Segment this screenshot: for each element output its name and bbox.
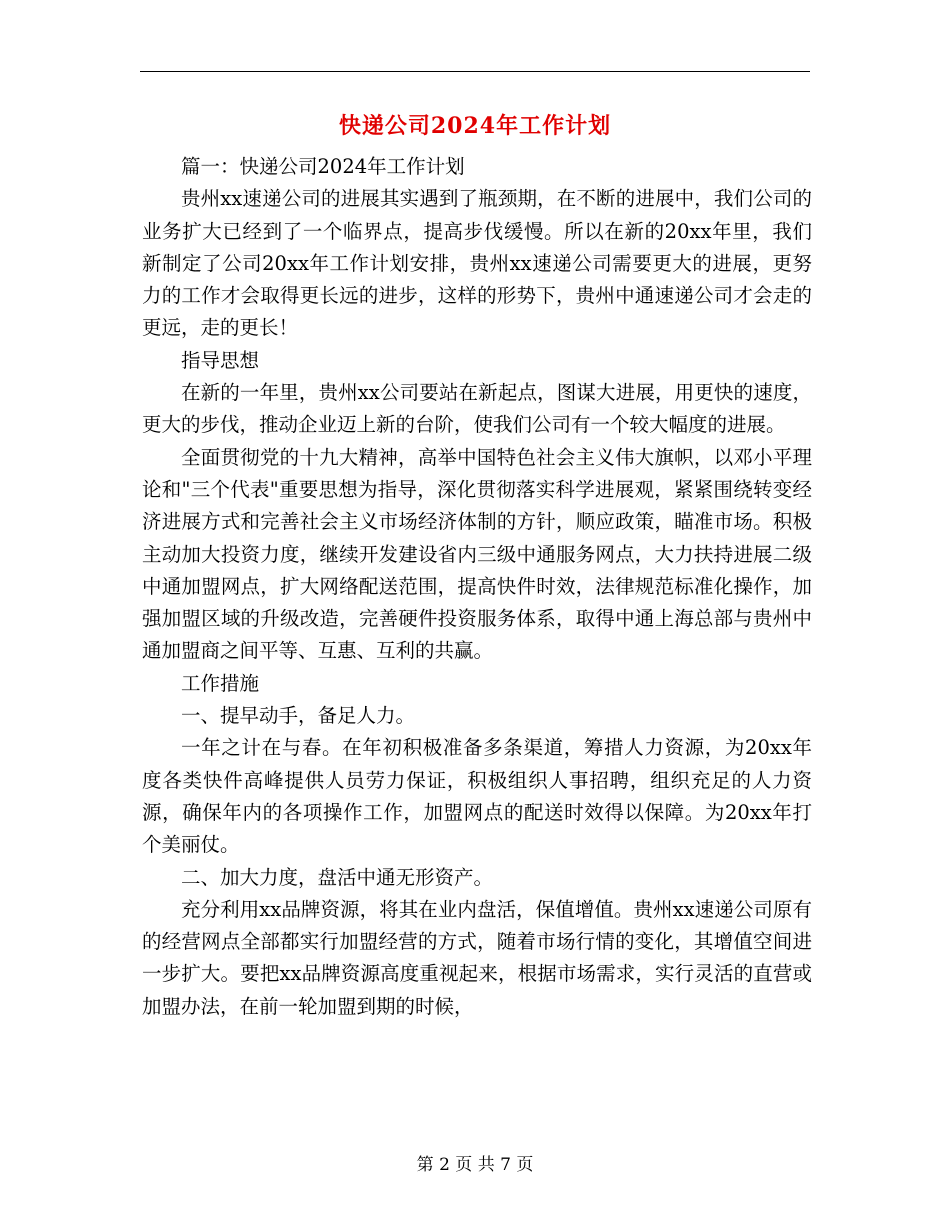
document-body: [142, 151, 812, 1023]
paragraph-section-heading: 篇一：快递公司2024年工作计划: [181, 155, 465, 178]
paragraph-heading-guiding-thought: 指导思想: [181, 348, 260, 372]
paragraph-policy: 全面贯彻党的十九大精神，高举中国特色社会主义伟大旗帜，以邓小平理论和"三个代表"重要思想为指导，深化贯彻落实科学进展观，紧紧围绕转变经济进展方式和完善社会主义市场经济体制的方针，顺应政策，瞄准市场。积极主动加大投资力度，继续开发建设省内三级中通服务网点，大力扶持进展二级中通加盟网点，扩大网络配送范围，提高快件时效，法律规范标准化操作，加强加盟区域的升级改造，完善硬件投资服务体系，取得中通上海总部与贵州中通加盟商之间平等、互惠、互利的共赢。: [142, 445, 812, 663]
paragraph-new-year: 在新的一年里，贵州xx公司要站在新起点，图谋大进展，用更快的速度，更大的步伐，推动企业迈上新的台阶，使我们公司有一个较大幅度的进展。: [142, 381, 812, 437]
paragraph-intro: 贵州xx速递公司的进展其实遇到了瓶颈期，在不断的进展中，我们公司的业务扩大已经到了一个临界点，提高步伐缓慢。所以在新的20xx年里，我们新制定了公司20xx年工作计划安排，贵州xx速递公司需要更大的进展，更努力的工作才会取得更长远的进步，这样的形势下，贵州中通速递公司才会走的更远，走的更长！: [142, 187, 812, 340]
paragraph-measure-2-body: 充分利用xx品牌资源，将其在业内盘活，保值增值。贵州xx速递公司原有的经营网点全部都实行加盟经营的方式，随着市场行情的变化，其增值空间进一步扩大。要把xx品牌资源高度重视起来，根据市场需求，实行灵活的直营或加盟办法，在前一轮加盟到期的时候，: [142, 897, 812, 1018]
page-footer: 第 2 页 共 7 页: [416, 1155, 534, 1175]
paragraph-measure-1-heading: 一、提早动手，备足人力。: [181, 704, 416, 728]
document-title: 快递公司2024年工作计划: [338, 113, 612, 139]
paragraph-heading-work-measures: 工作措施: [181, 671, 260, 695]
paragraph-measure-2-heading: 二、加大力度，盘活中通无形资产。: [181, 865, 494, 889]
header-rule: [140, 71, 810, 72]
paragraph-measure-1-body: 一年之计在与春。在年初积极准备多条渠道，筹措人力资源，为20xx年度各类快件高峰提供人员劳力保证，积极组织人事招聘，组织充足的人力资源，确保年内的各项操作工作，加盟网点的配送时效得以保障。为20xx年打个美丽仗。: [142, 736, 812, 857]
